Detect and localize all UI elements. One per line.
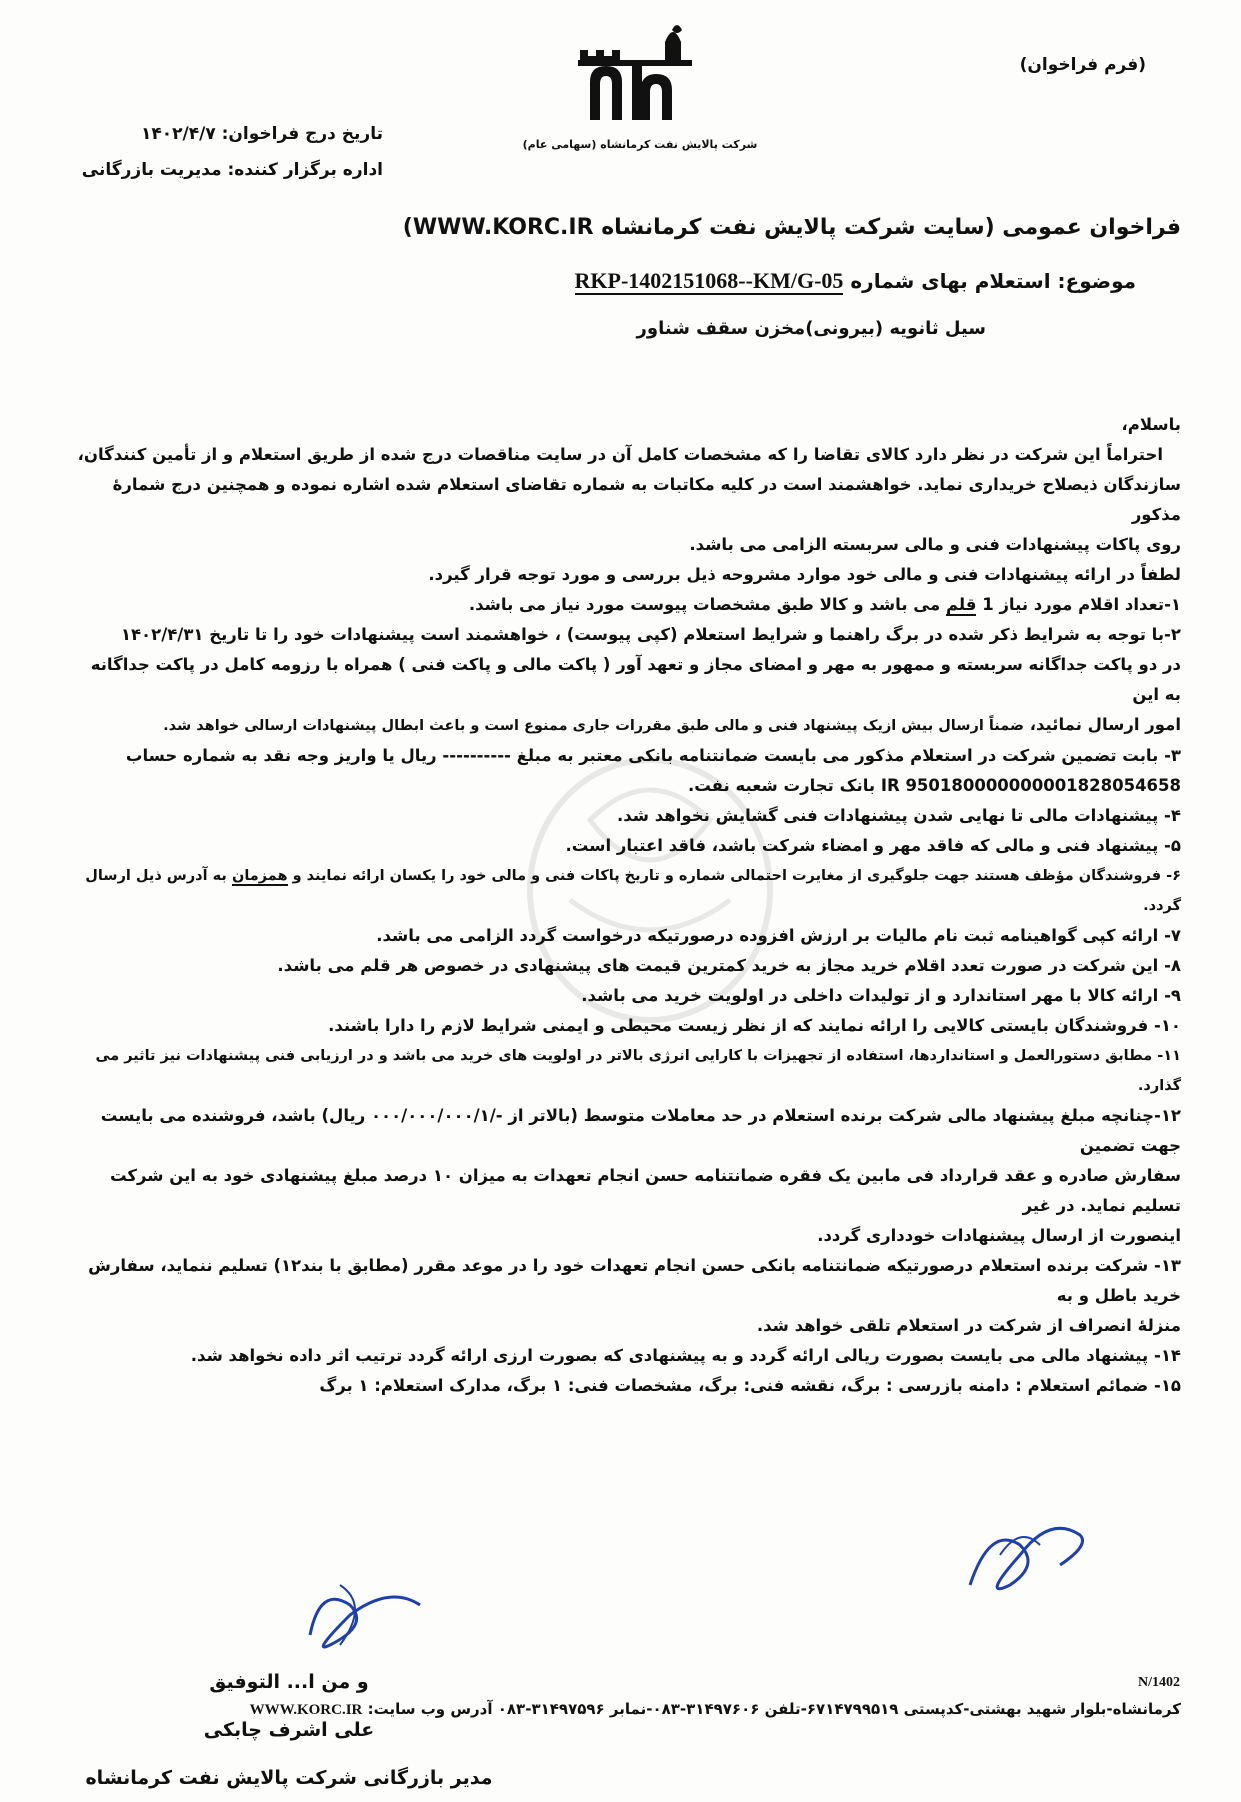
clause-6-underlined: همزمان xyxy=(231,868,288,884)
subject-prefix: موضوع: استعلام بهای شماره xyxy=(850,269,1136,293)
deadline-date: ۱۴۰۲/۴/۳۱ xyxy=(120,625,204,644)
website-link[interactable]: WWW.KORC.IR xyxy=(249,1702,363,1718)
bank-name: بانک تجارت شعبه نفت. xyxy=(687,776,876,795)
clause-1 xyxy=(75,590,1181,620)
clause-14: ۱۴- پیشنهاد مالی می بایست بصورت ریالی ارائه گردد و به پیشنهادی که بصورت ارزی ارائه گردد ترتیب اثر داده نخواهد شد. xyxy=(190,1346,1181,1365)
clause-2-tail: امور ارسال نمائید، xyxy=(1029,715,1181,734)
company-caption: شرکت پالایش نفت کرمانشاه (سهامی عام) xyxy=(522,138,758,151)
address-text: کرمانشاه-بلوار شهید بهشتی-کدپستی ۶۷۱۴۷۹۹۵۱۹-تلفن ۳۱۴۹۷۶۰۶-۰۸۳-نمابر ۳۱۴۹۷۵۹۶-۰۸۳ آدرس وب سایت: xyxy=(367,1700,1181,1718)
clause-4: ۴- پیشنهادات مالی تا نهایی شدن پیشنهادات فنی گشایش نخواهد شد. xyxy=(617,806,1181,825)
page-title: فراخوان عمومی (سایت شرکت پالایش نفت کرمانشاه WWW.KORC.IR) xyxy=(402,215,1181,240)
announcement-date: تاریخ درج فراخوان: ۱۴۰۲/۴/۷ xyxy=(141,124,383,144)
clause-12-c: اینصورت از ارسال پیشنهادات خودداری گردد. xyxy=(817,1226,1181,1245)
intro-line-1: احتراماً این شرکت در نظر دارد کالای تقاضا را که مشخصات کامل آن در سایت مناقصات درج شده از طریق استعلام و از تأمین کنندگان، xyxy=(77,445,1163,464)
signature-icon xyxy=(290,1565,430,1660)
clause-9: ۹- ارائه کالا با مهر استاندارد و از تولیدات داخلی در اولویت خرید می باشد. xyxy=(581,986,1181,1005)
item-count: 1 xyxy=(982,595,994,614)
footer-address xyxy=(145,1700,1181,1719)
clause-12-b: سفارش صادره و عقد قرارداد فی مابین یک فقره ضمانتنامه حسن انجام تعهدات به میزان ۱۰ درصد مبلغ پیشنهادی خود به این شرکت تسلیم نماید. در غیر xyxy=(109,1166,1181,1215)
clause-2-lead: ۲-با توجه به شرایط ذکر شده در برگ راهنما و شرایط استعلام (کپی پیوست) ، خواهشمند است پیشنهادات خود را تا تاریخ xyxy=(209,625,1181,644)
clause-15: ۱۵- ضمائم استعلام : دامنه بازرسی : برگ، نقشه فنی: برگ، مشخصات فنی: ۱ برگ، مدارک استعلام: ۱ برگ xyxy=(319,1376,1181,1395)
clause-12-a: ۱۲-چنانچه مبلغ پیشنهاد مالی شرکت برنده استعلام در حد معاملات متوسط (بالاتر از -/۰۰۰/۰۰۰/۰۰۰/۱ ریال) باشد، فروشنده می بایست جهت تضمین xyxy=(100,1106,1181,1155)
clause-1-lead: ۱-تعداد اقلام مورد نیاز xyxy=(999,595,1181,614)
clause-10: ۱۰- فروشندگان بایستی کالایی را ارائه نمایند که از نظر زیست محیطی و ایمنی شرایط لازم را دارا باشند. xyxy=(328,1016,1181,1035)
clause-7: ۷- ارائه کپی گواهینامه ثبت نام مالیات بر ارزش افزوده درصورتیکه درخواست گردد الزامی می باشد. xyxy=(376,926,1181,945)
clause-6 xyxy=(75,861,1181,921)
clause-3-cont xyxy=(75,771,1181,801)
clause-8: ۸- این شرکت در صورت تعدد اقلام خرید مجاز به خرید کمترین قیمت های پیشنهادی در خصوص هر قلم می باشد. xyxy=(277,956,1181,975)
subject-reference: RKP-1402151068--KM/G-05 xyxy=(574,268,844,293)
clause-1-rest: می باشد و کالا طبق مشخصات پیوست مورد نیاز می باشد. xyxy=(468,595,941,614)
document-code: N/1402 xyxy=(1138,1675,1180,1690)
clause-3: ۳- بابت تضمین شرکت در استعلام مذکور می بایست ضمانتنامه بانکی معتبر به مبلغ ---------- ریال یا واریز وجه نقد به شماره حساب xyxy=(125,746,1181,765)
clause-13-a: ۱۳- شرکت برنده استعلام درصورتیکه ضمانتنامه بانکی حسن انجام تعهدات خود را در موعد مقرر (مطابق با بند۱۲) تسلیم ننماید، سفارش خرید باطل و به xyxy=(88,1256,1181,1305)
greeting: باسلام، xyxy=(1121,415,1181,434)
clause-11: ۱۱- مطابق دستورالعمل و استانداردها، استفاده از تجهیزات با کارایی انرژی بالاتر در اولویت های خرید می باشد و در ارزیابی فنی پیشنهادات نیز تاثیر می گذارد. xyxy=(95,1048,1181,1094)
closing-phrase: و من ا... التوفیق xyxy=(209,1671,369,1693)
signature-icon xyxy=(960,1505,1095,1605)
clause-6-rest: به آدرس ذیل ارسال گردد. xyxy=(85,868,1181,914)
clause-2-cont xyxy=(75,650,1181,710)
subject-line xyxy=(575,268,1136,294)
refinery-logo-icon xyxy=(560,20,710,130)
clause-2-end xyxy=(75,710,1181,741)
clause-13-b: منزلهٔ انصراف از شرکت در استعلام تلقی خواهد شد. xyxy=(756,1316,1181,1335)
signatory-name: علی اشرف چابکی xyxy=(203,1719,375,1741)
closing-block xyxy=(79,1658,499,1802)
clause-2-mid: در دو پاکت جداگانه سربسته و ممهور به مهر و امضای مجاز و تعهد آور ( پاکت مالی و پاکت فنی ) xyxy=(398,655,1181,674)
document-body xyxy=(75,410,1181,1401)
clause-2 xyxy=(75,620,1181,650)
clause-2-warning: ضمناً ارسال بیش ازیک پیشنهاد فنی و مالی طبق مقررات جاری ممنوع است و باعث ابطال پیشنهادات ارسالی خواهد شد. xyxy=(163,718,1024,734)
clause-5: ۵- پیشنهاد فنی و مالی که فاقد مهر و امضاء شرکت باشد، فاقد اعتبار است. xyxy=(565,836,1181,855)
clause-2-emphasis: همراه با رزومه کامل در پاکت جداگانه به این xyxy=(90,655,1181,704)
form-label: (فرم فراخوان) xyxy=(1019,55,1146,75)
organizing-office: اداره برگزار کننده: مدیریت بازرگانی xyxy=(81,160,383,180)
instruction: لطفاً در ارائه پیشنهادات فنی و مالی خود موارد مشروحه ذیل بررسی و مورد توجه قرار گیرد. xyxy=(428,565,1181,584)
intro-line-2: سازندگان ذیصلاح خریداری نماید. خواهشمند است در کلیه مکاتبات به شماره تقاضای استعلام شده اشاره نموده و همچنین درج شمارهٔ مذکور xyxy=(112,475,1181,524)
clause-6-lead: ۶- فروشندگان مؤظف هستند جهت جلوگیری از مغایرت احتمالی شماره و تاریخ پاکات فنی و مالی خود را یکسان ارائه نمایند و xyxy=(292,868,1181,884)
signatory-title: مدیر بازرگانی شرکت پالایش نفت کرمانشاه xyxy=(85,1767,493,1789)
item-title: سیل ثانویه (بیرونی)مخزن سقف شناور xyxy=(636,318,986,339)
item-unit: قلم xyxy=(945,595,977,614)
bank-account: IR 950180000000001828054658 xyxy=(880,776,1181,795)
intro-line-3: روی پاکات پیشنهادات فنی و مالی سربسته الزامی می باشد. xyxy=(689,535,1181,554)
